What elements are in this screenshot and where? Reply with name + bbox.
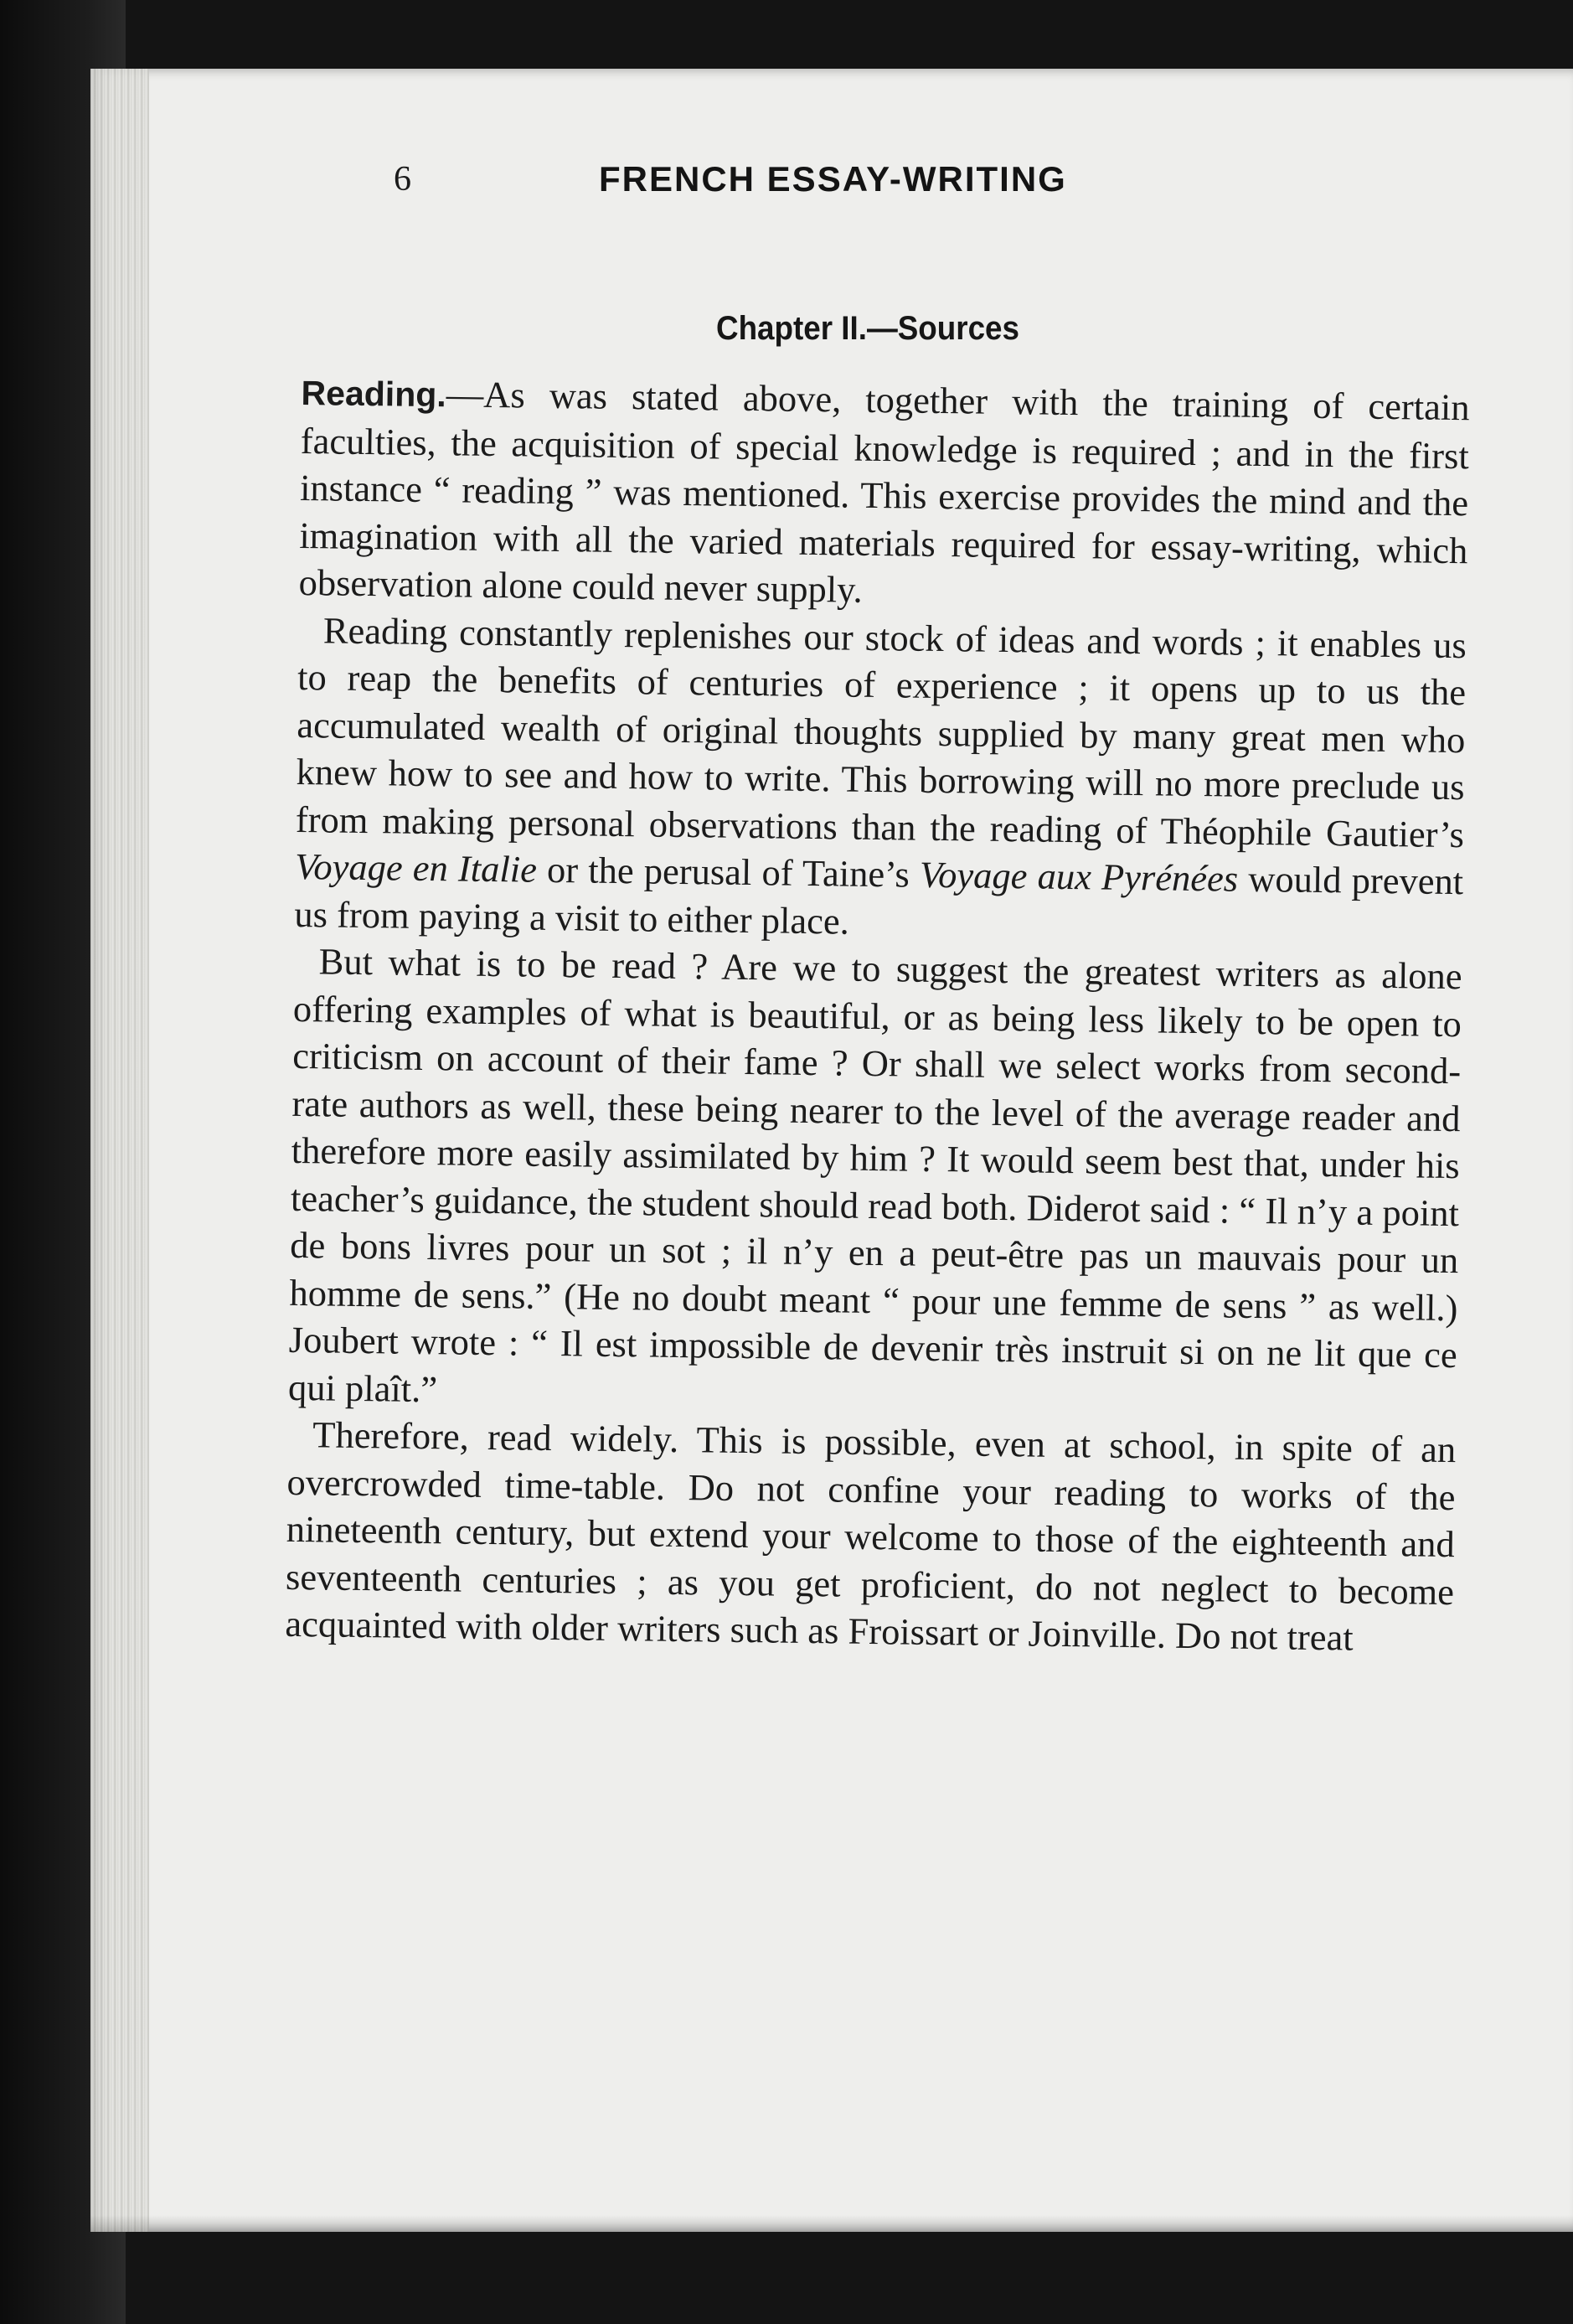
paragraph-text: Reading constantly replenishes our stock of ideas and words ; it enables us to reap the benefits of centuries of experience ; it opens up to us the accumulated wealth of original thoughts supplied by many great men who knew how to see and how to write. This borrowing will no more preclude us from making personal observations than the reading of Théophile Gautier’s [295, 608, 1467, 855]
paragraph-text: or the perusal of Taine’s [536, 848, 921, 896]
run-in-heading: Reading. [301, 373, 447, 415]
page-bottom-shadow [90, 2215, 1573, 2232]
italic-title: Voyage en Italie [294, 844, 538, 891]
running-head [302, 159, 1474, 226]
paragraph-replenishes [294, 606, 1467, 953]
running-title: FRENCH ESSAY-WRITING [599, 159, 1067, 199]
page-binding-edge [90, 69, 149, 2232]
paragraph-what-to-read: But what is to be read ? Are we to suggest the greatest writers as alone offering examples of what is beautiful, or as being less likely to be open to criticism on account of their fame ? Or shall we select works from second-rate authors as well, these being nearer to the level of the average reader and therefore more easily assimilated by him ? It would seem best that, under his teacher’s guidance, the student should read both. Diderot said : “ Il n’y a point de bons livres pour un sot ; il n’y en a peut-être pas un mauvais pour un homme de sens.” (He no doubt meant “ pour une femme de sens ” as well.) Joubert wrote : “ Il est impossible de devenir très instruit si on ne lit que ce qui plaît.” [287, 940, 1462, 1410]
paragraph-text: would prevent us from paying a visit to either place. [294, 857, 1464, 943]
paragraph-read-widely: Therefore, read widely. This is possible, even at school, in spite of an overcrowded time-table. Do not confine your reading to works of the nineteenth century, but extend your welcome to those of the eighteenth and seventeenth centuries ; as you get proficient, do not neglect to become acquainted with older writers such as Froissart or Joinville. Do not treat [285, 1413, 1457, 1659]
paragraph-text: —As was stated above, together with the training of certain faculties, the acquisition of special knowledge is required ; and in the first instance “ reading ” was mentioned. This exercise provides the mind and the imagination with all the varied materials required for essay-writing, which observation alone could never supply. [298, 373, 1470, 611]
page-number: 6 [394, 160, 411, 199]
paragraph-reading [298, 369, 1470, 622]
italic-title: Voyage aux Pyrénées [919, 853, 1239, 900]
body-text [285, 369, 1470, 1663]
chapter-title: Chapter II.—Sources [716, 310, 1019, 347]
